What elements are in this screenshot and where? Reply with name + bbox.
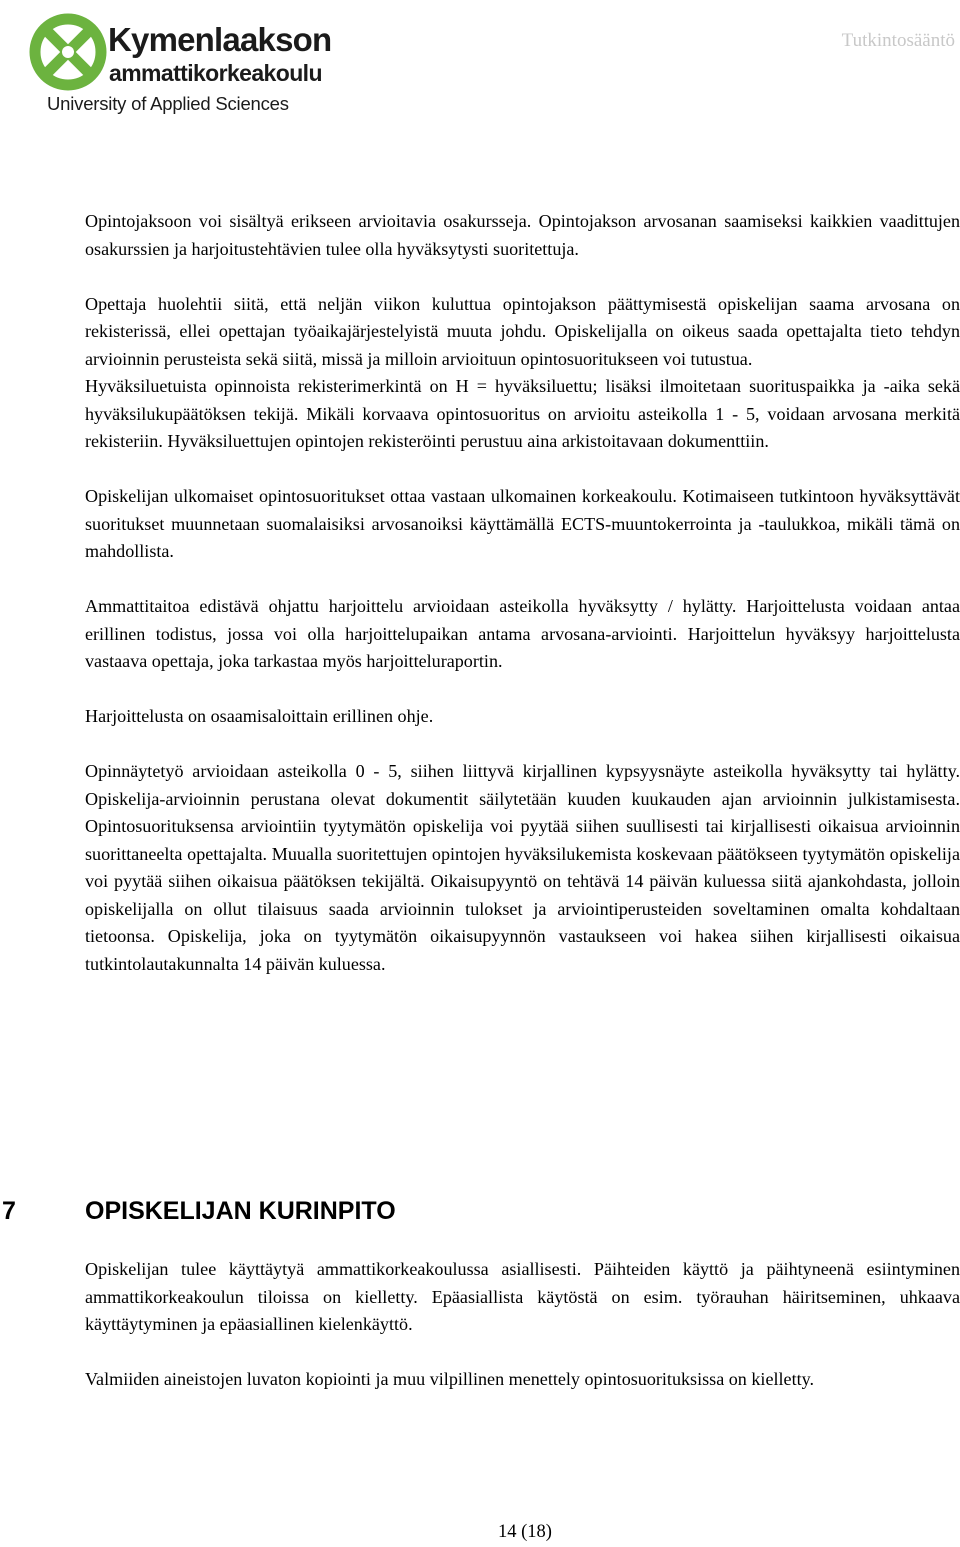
page-number: 14 (18) [498, 1522, 552, 1542]
logo-name: Kymenlaakson [108, 21, 332, 58]
paragraph: Hyväksiluetuista opinnoista rekisterimerkintä on H = hyväksiluettu; lisäksi ilmoitetaan suorituspaikka ja -aika sekä hyväksilukupäätöksen tekijä. Mikäli korvaava opintosuoritus on arvioitu asteikolla 1 - 5, voidaan arvosana merkitä rekisteriin. Hyväksiluettujen opintojen rekisteröinti perustuu aina arkistoitavaan dokumenttiin. [85, 376, 960, 451]
paragraph: Valmiiden aineistojen luvaton kopiointi ja muu vilpillinen menettely opintosuorituksissa on kielletty. [85, 1369, 815, 1389]
logo-subname: ammattikorkeakoulu [109, 60, 322, 86]
section-body [85, 1256, 960, 1394]
university-logo [26, 8, 332, 120]
paragraph: Harjoittelusta on osaamisaloittain erillinen ohje. [85, 706, 434, 726]
document-title: Tutkintosääntö [841, 30, 955, 51]
section-heading [0, 1194, 960, 1228]
body-text [85, 208, 960, 978]
paragraph: Opinnäytetyö arvioidaan asteikolla 0 - 5, siihen liittyvä kirjallinen kypsyysnäyte asteikolla hyväksytty tai hylätty. Opiskelija-arvioinnin perustana olevat dokumentit säilytetään kuuden kuukauden ajan arvioinnin julkistamisesta. Opintosuorituksensa arviointiin tyytymätön opiskelija voi pyytää siihen suullisesti tai kirjallisesti oikaisua arvioinnin suorittaneelta opettajalta. Muualla suoritettujen opintojen hyväksilukemista koskevaan päätökseen tyytymätön opiskelija voi pyytää siihen oikaisua päätöksen tekijältä. Oikaisupyyntö on tehtävä 14 päivän kuluessa siitä ajankohdasta, jolloin opiskelijalla on ollut tilaisuus saada arvioinnin tulokset ja arviointiperusteiden soveltaminen omalta kohdaltaan tietoonsa. Opiskelija, joka on tyytymätön oikaisupyynnön vastaukseen voi hakea siihen kirjallisesti oikaisua tutkintolautakunnalta 14 päivän kuluessa. [85, 761, 960, 974]
paragraph: Opettaja huolehtii siitä, että neljän viikon kuluttua opintojakson päättymisestä opiskelijan saama arvosana on rekisterissä, ellei opettajan työaikajärjestelyistä muuta johdu. Opiskelijalla on oikeus saada opettajalta tieto tehdyn arvioinnin perusteista sekä siitä, missä ja milloin arvioituun opintosuoritukseen voi tutustua. [85, 293, 960, 369]
paragraph: Opintojaksoon voi sisältyä erikseen arvioitavia osakursseja. Opintojakson arvosanan saamiseksi kaikkien vaadittujen osakurssien ja harjoitustehtävien tulee olla hyväksytysti suoritettuja. [85, 211, 960, 259]
logo-english-name: University of Applied Sciences [47, 93, 289, 114]
paragraph: Ammattitaitoa edistävä ohjattu harjoittelu arvioidaan asteikolla hyväksytty / hylätty. Harjoittelusta voidaan antaa erillinen todistus, jossa voi olla harjoittelupaikan antama arvosana-arviointi. Harjoittelun hyväksyy harjoittelusta vastaava opettaja, joka tarkastaa myös harjoitteluraportin. [85, 596, 960, 671]
logo-mark-icon [26, 10, 110, 94]
section-title: OPISKELIJAN KURINPITO [85, 1197, 396, 1225]
paragraph: Opiskelijan ulkomaiset opintosuoritukset ottaa vastaan ulkomainen korkeakoulu. Kotimaiseen tutkintoon hyväksyttävät suoritukset muunnetaan suomalaisiksi arvosanoiksi käyttämällä ECTS-muuntokerrointa ja -taulukkoa, mikäli tämä on mahdollista. [85, 486, 960, 561]
section-number: 7 [2, 1197, 16, 1225]
paragraph: Opiskelijan tulee käyttäytyä ammattikorkeakoulussa asiallisesti. Päihteiden käyttö ja päihtyneenä esiintyminen ammattikorkeakoulun tiloissa on kielletty. Epäasiallista käytöstä on esim. työrauhan häiritseminen, uhkaava käyttäytyminen ja epäasiallinen kielenkäyttö. [85, 1259, 960, 1334]
page-header [0, 0, 960, 130]
